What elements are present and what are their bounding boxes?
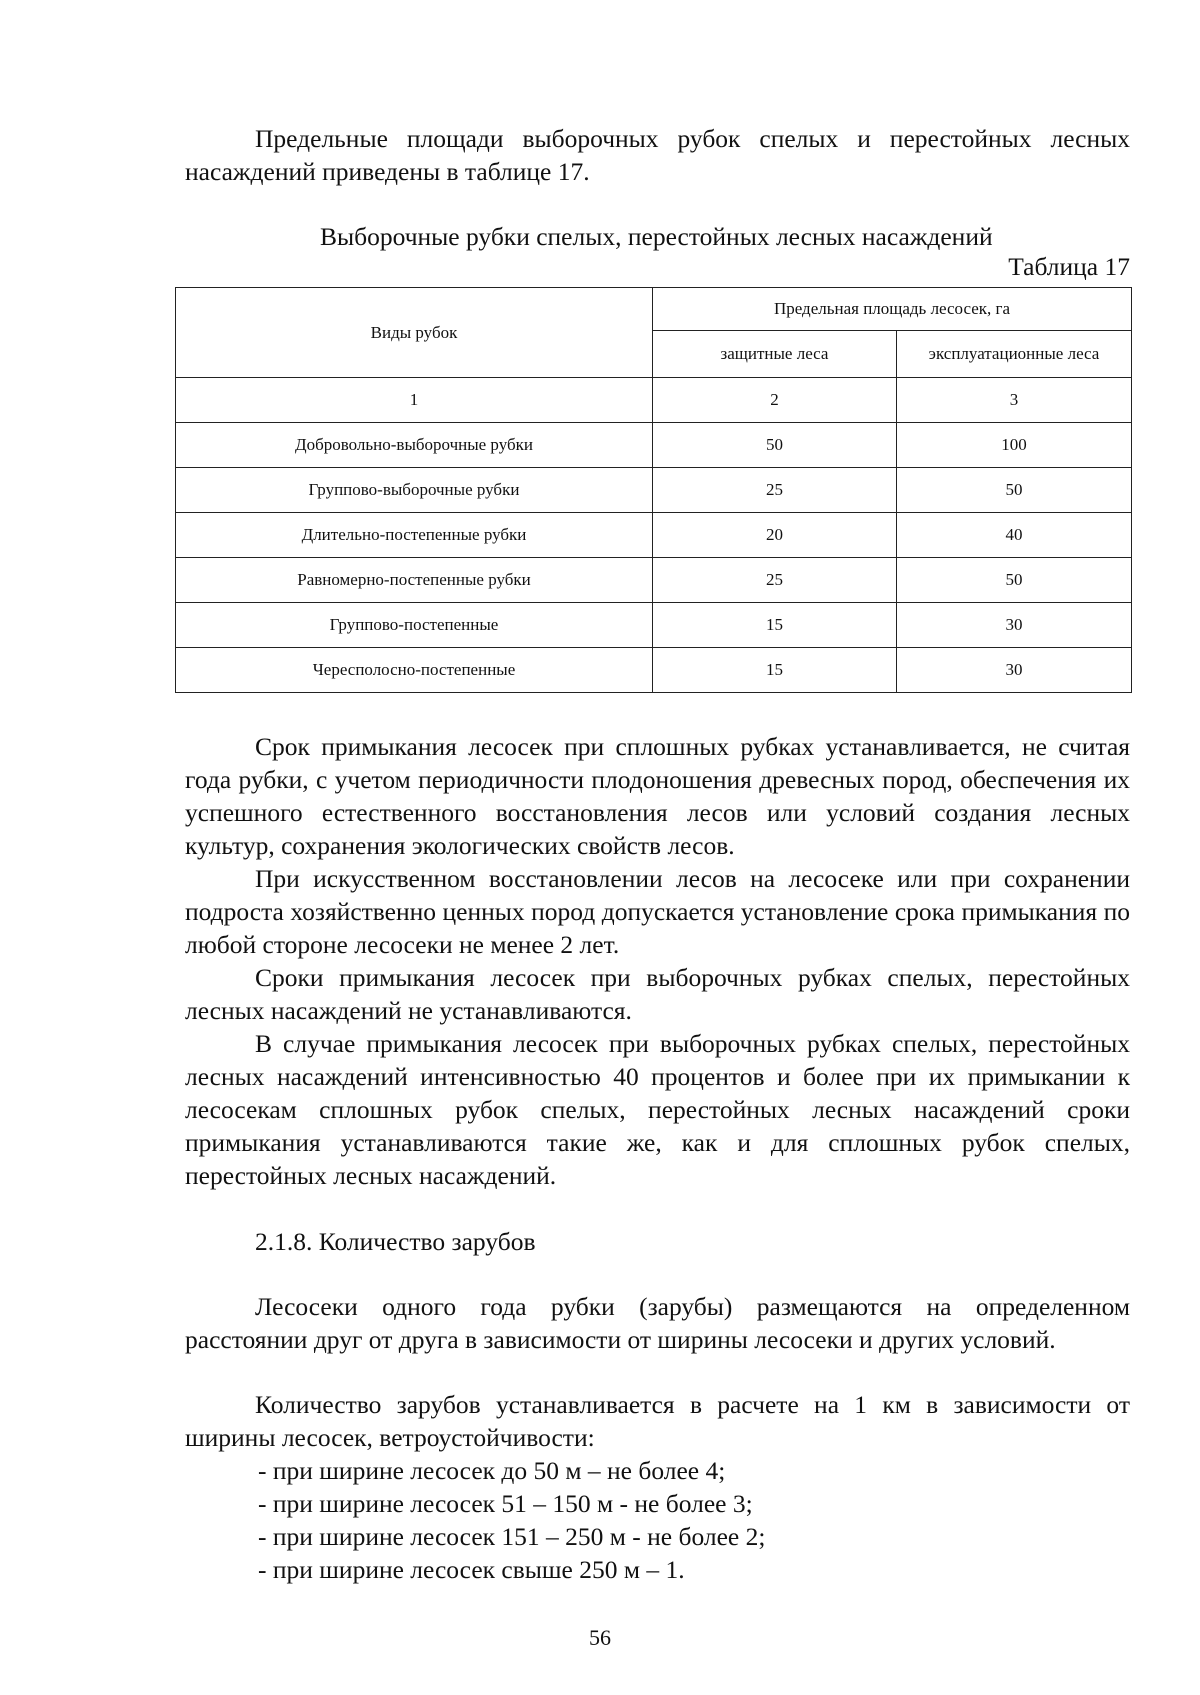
cutting-type-cell: Группово-постепенные [176,603,653,648]
table-row [176,423,1132,468]
header-cutting-types: Виды рубок [176,288,653,378]
intensity-paragraph: В случае примыкания лесосек при выборочных рубках спелых, перестойных лесных насаждений интенсивностью 40 процентов и более при их примыкании к лесосекам сплошных рубок спелых, перестойных лесных насаждений сроки примыкания устанавливаются такие же, как и для сплошных рубок спелых, перестойных лесных насаждений. [185,1029,1130,1190]
protective-area-cell: 25 [653,558,897,603]
exploitation-area-cell: 40 [897,513,1132,558]
list-item: - при ширине лесосек 151 – 250 м - не более 2; [258,1522,766,1551]
table-row [176,648,1132,693]
exploitation-area-cell: 100 [897,423,1132,468]
artificial-restoration-paragraph: При искусственном восстановлении лесов на лесосеке или при сохранении подроста хозяйственно ценных пород допускается установление срока примыкания по любой стороне лесосеки не менее 2 лет. [185,864,1130,959]
list-item: - при ширине лесосек свыше 250 м – 1. [258,1555,685,1584]
column-number: 2 [653,378,897,423]
table-row [176,558,1132,603]
header-limit-area: Предельная площадь лесосек, га [653,288,1132,331]
table-caption: Выборочные рубки спелых, перестойных лесных насаждений [320,222,993,251]
protective-area-cell: 50 [653,423,897,468]
page-number: 56 [589,1625,611,1650]
selective-terms-paragraph: Сроки примыкания лесосек при выборочных рубках спелых, перестойных лесных насаждений не устанавливаются. [185,963,1130,1025]
cutting-type-cell: Добровольно-выборочные рубки [176,423,653,468]
cutting-type-cell: Группово-выборочные рубки [176,468,653,513]
adjacency-paragraph: Срок примыкания лесосек при сплошных рубках устанавливается, не считая года рубки, с учетом периодичности плодоношения древесных пород, обеспечения их успешного естественного восстановления лесов или условий создания лесных культур, сохранения экологических свойств лесов. [185,732,1130,860]
column-number-row [176,378,1132,423]
section-heading: 2.1.8. Количество зарубов [255,1227,536,1256]
table-number: Таблица 17 [1008,252,1130,281]
cutting-limits-table [175,287,1132,693]
protective-area-cell: 20 [653,513,897,558]
exploitation-area-cell: 50 [897,558,1132,603]
table-row [176,603,1132,648]
header-exploitation-forests: эксплуатационные леса [897,331,1132,378]
section-paragraph: Лесосеки одного года рубки (зарубы) размещаются на определенном расстоянии друг от друга в зависимости от ширины лесосеки и других условий. [185,1292,1130,1354]
exploitation-area-cell: 30 [897,648,1132,693]
table-row [176,468,1132,513]
column-number: 3 [897,378,1132,423]
column-number: 1 [176,378,653,423]
cut-count-list [258,1454,765,1586]
protective-area-cell: 25 [653,468,897,513]
intro-paragraph: Предельные площади выборочных рубок спелых и перестойных лесных насаждений приведены в таблице 17. [185,124,1130,186]
exploitation-area-cell: 50 [897,468,1132,513]
list-item: - при ширине лесосек 51 – 150 м - не более 3; [258,1489,753,1518]
header-protective-forests: защитные леса [653,331,897,378]
cutting-type-cell: Равномерно-постепенные рубки [176,558,653,603]
table-row [176,513,1132,558]
section-paragraph: Количество зарубов устанавливается в расчете на 1 км в зависимости от ширины лесосек, ветроустойчивости: [185,1390,1130,1452]
list-item: - при ширине лесосек до 50 м – не более 4; [258,1456,726,1485]
cutting-type-cell: Длительно-постепенные рубки [176,513,653,558]
exploitation-area-cell: 30 [897,603,1132,648]
protective-area-cell: 15 [653,603,897,648]
protective-area-cell: 15 [653,648,897,693]
cutting-type-cell: Чересполосно-постепенные [176,648,653,693]
